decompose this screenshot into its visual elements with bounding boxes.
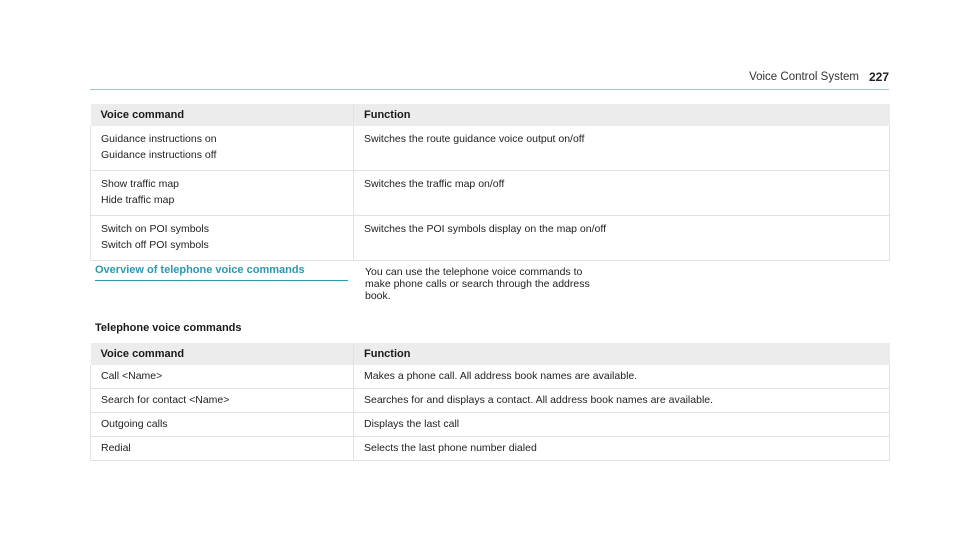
table-header-row	[91, 104, 890, 126]
subheading-telephone-commands: Telephone voice commands	[95, 322, 242, 334]
voice-command: Guidance instructions on	[101, 133, 217, 145]
table-row	[91, 413, 890, 437]
function-cell: Searches for and displays a contact. All address book names are available.	[354, 389, 890, 413]
function-cell: Makes a phone call. All address book names are available.	[354, 365, 890, 389]
section-title: Voice Control System	[749, 71, 859, 83]
intro-line: book.	[365, 290, 391, 302]
column-header-function: Function	[354, 104, 890, 126]
table-row	[91, 365, 890, 389]
voice-command: Guidance instructions off	[101, 149, 217, 161]
table-row	[91, 216, 890, 261]
column-header-voice-command: Voice command	[91, 104, 354, 126]
voice-command-cell	[91, 171, 354, 216]
navigation-voice-commands-table	[90, 104, 890, 261]
voice-command-cell: Redial	[91, 437, 354, 461]
intro-line: You can use the telephone voice commands to	[365, 266, 583, 278]
voice-command: Hide traffic map	[101, 194, 175, 206]
voice-command: Switch on POI symbols	[101, 223, 209, 235]
table-header-row	[91, 343, 890, 365]
page-header	[90, 70, 889, 90]
function-cell: Selects the last phone number dialed	[354, 437, 890, 461]
page-number: 227	[868, 70, 889, 84]
column-header-function: Function	[354, 343, 890, 365]
voice-command: Switch off POI symbols	[101, 239, 209, 251]
telephone-voice-commands-table	[90, 343, 890, 461]
voice-command-cell: Search for contact <Name>	[91, 389, 354, 413]
table-row	[91, 126, 890, 171]
table-row	[91, 389, 890, 413]
table-row	[91, 171, 890, 216]
intro-paragraph	[365, 266, 625, 302]
voice-command-cell	[91, 216, 354, 261]
function-cell: Switches the traffic map on/off	[354, 171, 890, 216]
function-cell: Switches the route guidance voice output on/off	[354, 126, 890, 171]
voice-command-cell: Call <Name>	[91, 365, 354, 389]
voice-command-cell: Outgoing calls	[91, 413, 354, 437]
voice-command: Show traffic map	[101, 178, 180, 190]
table-row	[91, 437, 890, 461]
function-cell: Switches the POI symbols display on the map on/off	[354, 216, 890, 261]
intro-line: make phone calls or search through the address	[365, 278, 590, 290]
section-heading-telephone: Overview of telephone voice commands	[95, 264, 348, 281]
voice-command-cell	[91, 126, 354, 171]
function-cell: Displays the last call	[354, 413, 890, 437]
column-header-voice-command: Voice command	[91, 343, 354, 365]
